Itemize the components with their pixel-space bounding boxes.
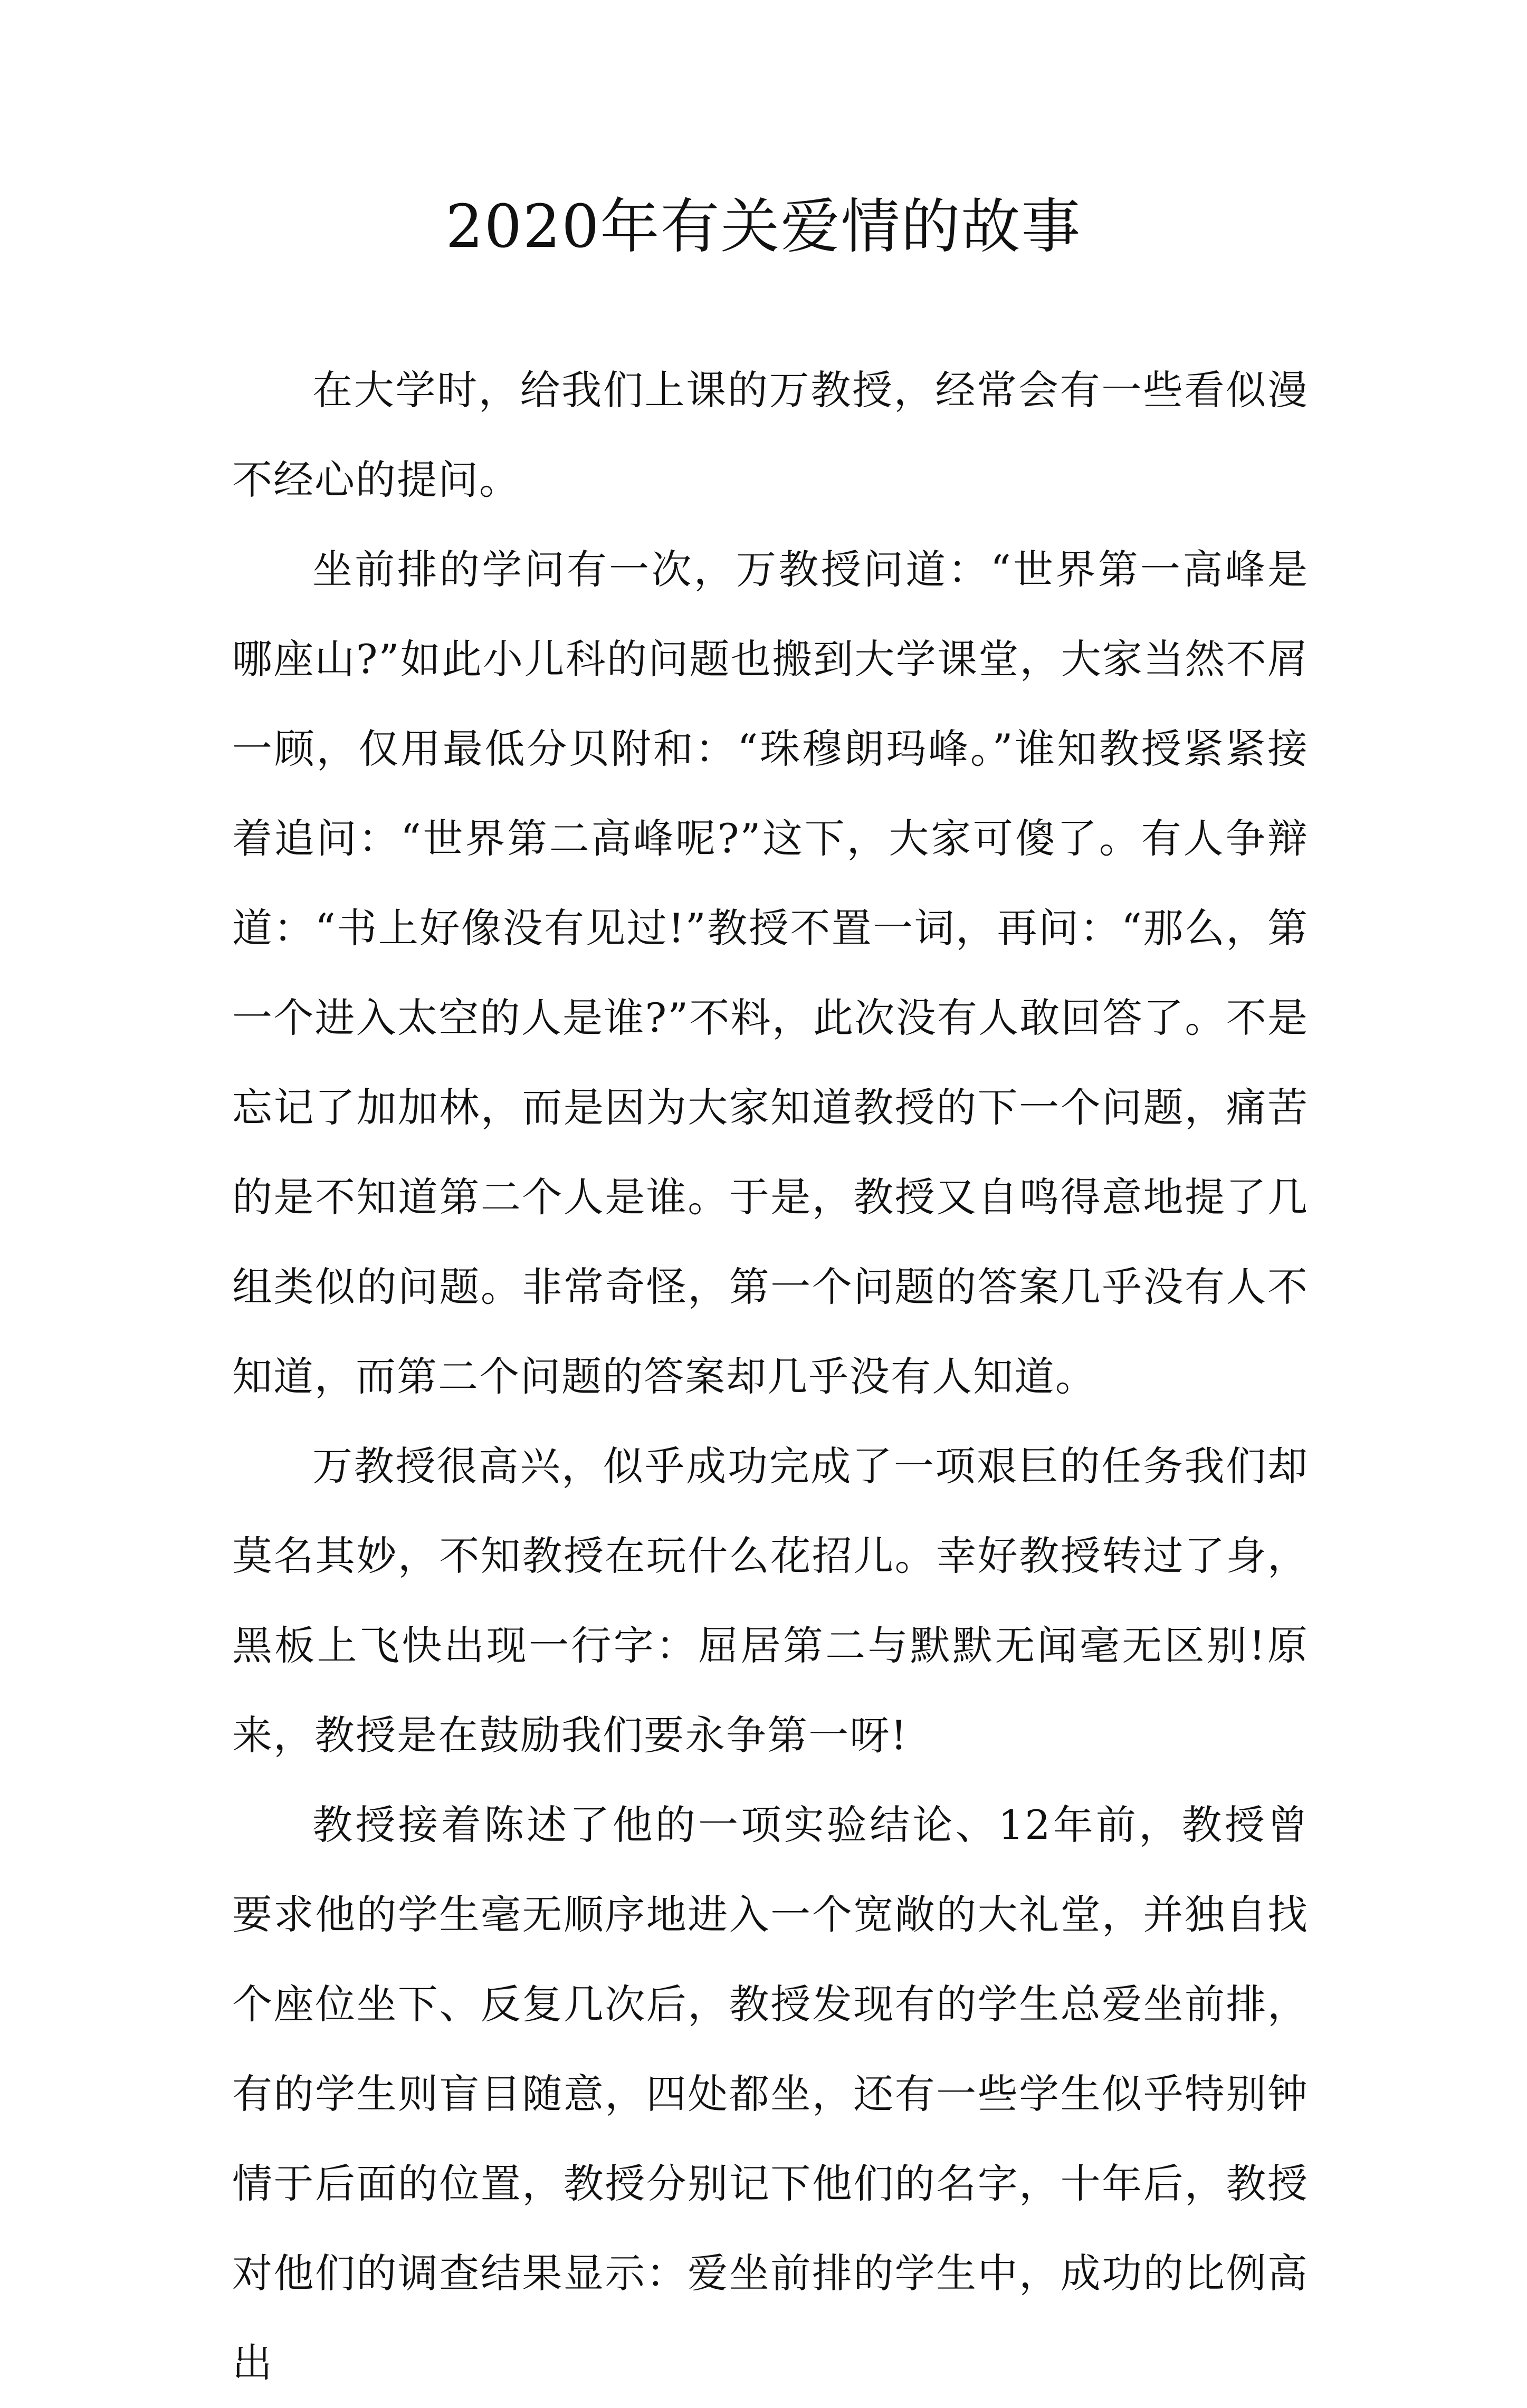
paragraph-4: 教授接着陈述了他的一项实验结论、12年前，教授曾要求他的学生毫无顺序地进入一个宽敞的大礼堂，并独自找个座位坐下、反复几次后，教授发现有的学生总爱坐前排，有的学生则盲目随意，四处都坐，还有一些学生似乎特别钟情于后面的位置，教授分别记下他们的名字，十年后，教授对他们的调查结果显示：爱坐前排的学生中，成功的比例高出 bbox=[232, 1801, 1309, 2386]
paragraph-3: 万教授很高兴，似乎成功完成了一项艰巨的任务我们却莫名其妙，不知教授在玩什么花招儿。幸好教授转过了身，黑板上飞快出现一行字：屈居第二与默默无闻毫无区别!原来，教授是在鼓励我们要永争第一呀! bbox=[232, 1443, 1309, 1759]
paragraph-1: 在大学时，给我们上课的万教授，经常会有一些看似漫不经心的提问。 bbox=[232, 367, 1309, 503]
document-title: 2020年有关爱情的故事 bbox=[445, 193, 1082, 261]
paragraph-2: 坐前排的学问有一次，万教授问道：“世界第一高峰是哪座山?”如此小儿科的问题也搬到大学课堂，大家当然不屑一顾，仅用最低分贝附和：“珠穆朗玛峰。”谁知教授紧紧接着追问：“世界第二高峰呢?”这下，大家可傻了。有人争辩道：“书上好像没有见过!”教授不置一词，再问：“那么，第一个进入太空的人是谁?”不料，此次没有人敢回答了。不是忘记了加加林，而是因为大家知道教授的下一个问题，痛苦的是不知道第二个人是谁。于是，教授又自鸣得意地提了几组类似的问题。非常奇怪，第一个问题的答案几乎没有人不知道，而第二个问题的答案却几乎没有人知道。 bbox=[232, 546, 1309, 1400]
document-body bbox=[232, 346, 1309, 2408]
